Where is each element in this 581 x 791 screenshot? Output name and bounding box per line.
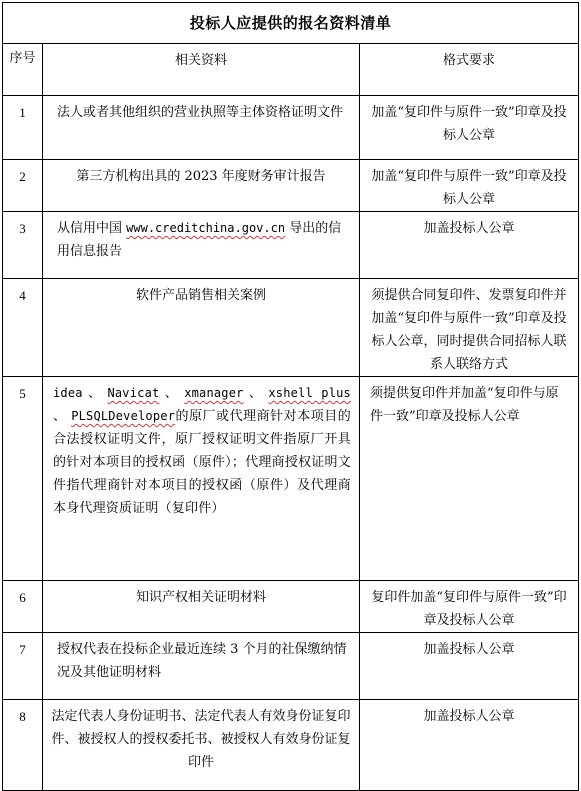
row-seq: 1: [3, 96, 43, 160]
header-format: 格式要求: [360, 44, 579, 96]
table-row: [3, 700, 579, 791]
tool-separator: 、: [53, 409, 72, 424]
tool-name: Navicat: [107, 386, 160, 400]
header-docs: 相关资料: [43, 44, 360, 96]
table-row: [3, 279, 579, 377]
row-format: 须提供合同复印件、发票复印件并加盖“复印件与原件一致”印章及投标人公章，同时提供合同招标人联系人联络方式: [360, 279, 579, 377]
row-format: 加盖投标人公章: [360, 700, 579, 791]
row-seq: 2: [3, 160, 43, 212]
tool-separator: 、: [159, 386, 185, 401]
table-row: [3, 212, 579, 279]
registration-materials-table: [2, 2, 579, 791]
row-seq: 4: [3, 279, 43, 377]
row-format: 加盖投标人公章: [360, 212, 579, 279]
row-doc: 第三方机构出具的 2023 年度财务审计报告: [43, 160, 360, 212]
table-title: 投标人应提供的报名资料清单: [3, 3, 579, 44]
tool-separator: 、: [243, 386, 269, 401]
row-seq: 5: [3, 377, 43, 581]
row-doc: 法人或者其他组织的营业执照等主体资格证明文件: [43, 96, 360, 160]
tool-name: PLSQLDeveloper: [71, 409, 176, 423]
table-row: [3, 633, 579, 700]
row-format: 加盖投标人公章: [360, 633, 579, 700]
doc-text: 的原厂或代理商针对本项目的合法授权证明文件，原厂授权证明文件指原厂开具的针对本项目的授权函（原件）；代理商授权证明文件指代理商针对本项目的授权函（原件）及代理商本身代理资质证明（复印件）: [53, 409, 351, 516]
row-seq: 7: [3, 633, 43, 700]
table-row: [3, 377, 579, 581]
row-doc: [43, 377, 360, 581]
tool-name: xmanager: [184, 386, 244, 400]
row-doc: 法定代表人身份证明书、法定代表人有效身份证复印件、被授权人的授权委托书、被授权人有效身份证复印件: [43, 700, 360, 791]
doc-text: 从信用中国: [57, 221, 127, 236]
tool-name: xshell plus: [268, 386, 351, 400]
table-row: [3, 96, 579, 160]
row-seq: 8: [3, 700, 43, 791]
row-format: 复印件加盖“复印件与原件一致”印章及投标人公章: [360, 581, 579, 633]
row-doc: 软件产品销售相关案例: [43, 279, 360, 377]
row-seq: 6: [3, 581, 43, 633]
creditchina-url: www.creditchina.gov.cn: [126, 221, 286, 235]
tool-separator: 、: [82, 386, 108, 401]
row-seq: 3: [3, 212, 43, 279]
row-doc: 知识产权相关证明材料: [43, 581, 360, 633]
row-doc: [43, 212, 360, 279]
row-doc: 授权代表在投标企业最近连续 3 个月的社保缴纳情况及其他证明材料: [43, 633, 360, 700]
table-header-row: [3, 44, 579, 96]
table-row: [3, 160, 579, 212]
row-format: 加盖“复印件与原件一致”印章及投标人公章: [360, 160, 579, 212]
tool-name: idea: [53, 386, 83, 400]
row-format: 须提供复印件并加盖“复印件与原件一致”印章及投标人公章: [360, 377, 579, 581]
row-format: 加盖“复印件与原件一致”印章及投标人公章: [360, 96, 579, 160]
table-title-row: [3, 3, 579, 44]
table-row: [3, 581, 579, 633]
doc-text: 导出的信用信息报告: [57, 221, 342, 259]
header-seq: 序号: [3, 44, 43, 96]
